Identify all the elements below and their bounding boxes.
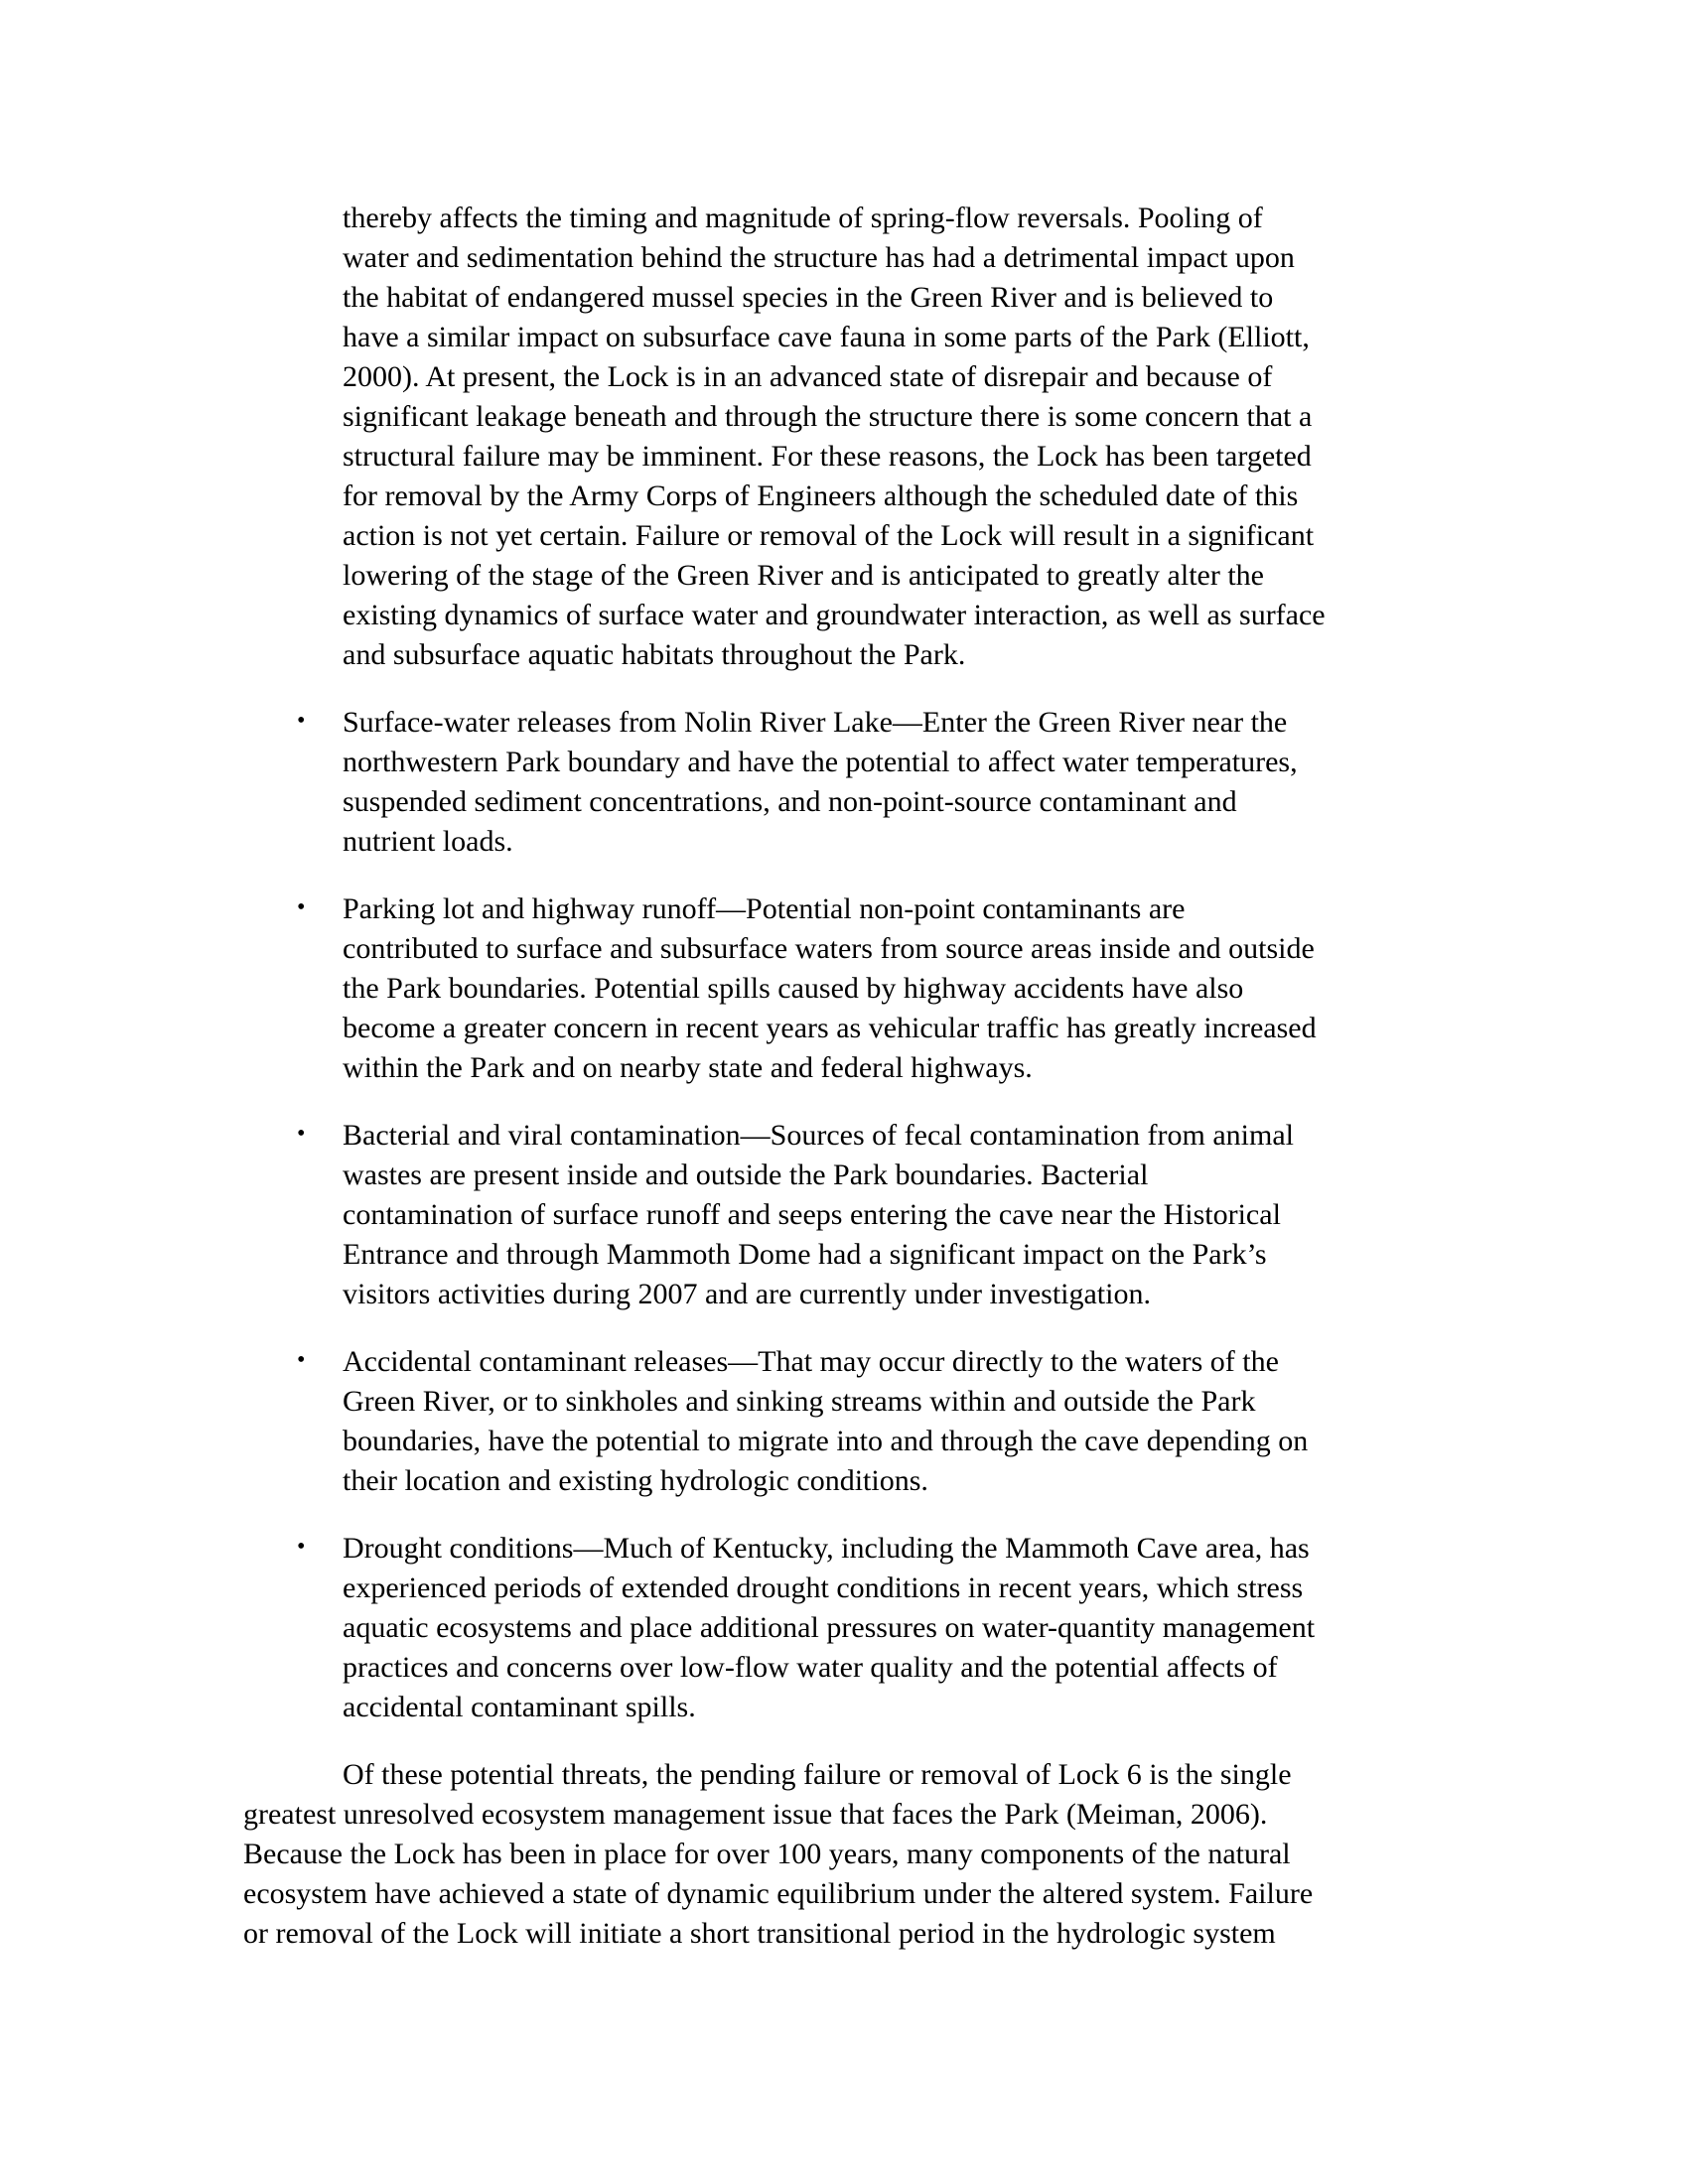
text-line: experienced periods of extended drought conditions in recent years, which stress: [343, 1571, 1304, 1604]
text-line: northwestern Park boundary and have the potential to affect water temperatures,: [343, 746, 1298, 778]
bullet-item: [297, 889, 1450, 1088]
text-line: structural failure may be imminent. For these reasons, the Lock has been targeted: [343, 440, 1312, 473]
text-line: 2000). At present, the Lock is in an advanced state of disrepair and because of: [343, 360, 1273, 393]
text-line: the Park boundaries. Potential spills caused by highway accidents have also: [343, 972, 1244, 1005]
text-line: the habitat of endangered mussel species in the Green River and is believed to: [343, 281, 1274, 314]
text-line: aquatic ecosystems and place additional pressures on water-quantity management: [343, 1611, 1316, 1644]
text-line: their location and existing hydrologic conditions.: [343, 1464, 928, 1497]
bullet-icon: •: [297, 1121, 306, 1147]
text-line: Entrance and through Mammoth Dome had a significant impact on the Park’s: [343, 1238, 1267, 1271]
text-line: have a similar impact on subsurface cave fauna in some parts of the Park (Elliott,: [343, 321, 1310, 353]
text-line: ecosystem have achieved a state of dynamic equilibrium under the altered system. Failure: [243, 1877, 1314, 1910]
text-line: for removal by the Army Corps of Engineers although the scheduled date of this: [343, 479, 1299, 512]
text-line: visitors activities during 2007 and are currently under investigation.: [343, 1278, 1151, 1310]
text-line: contributed to surface and subsurface waters from source areas inside and outside: [343, 932, 1315, 965]
text-line: accidental contaminant spills.: [343, 1691, 696, 1723]
bullet-item: [297, 1116, 1450, 1314]
text-line: Of these potential threats, the pending failure or removal of Lock 6 is the single: [343, 1758, 1292, 1791]
text-line: Drought conditions—Much of Kentucky, including the Mammoth Cave area, has: [343, 1532, 1310, 1565]
text-line: greatest unresolved ecosystem management issue that faces the Park (Meiman, 2006).: [243, 1798, 1268, 1831]
text-line: and subsurface aquatic habitats throughout the Park.: [343, 638, 966, 671]
text-line: Surface-water releases from Nolin River Lake—Enter the Green River near the: [343, 706, 1288, 739]
text-line: Accidental contaminant releases—That may occur directly to the waters of the: [343, 1345, 1279, 1378]
text-line: wastes are present inside and outside the Park boundaries. Bacterial: [343, 1159, 1149, 1191]
text-line: Bacterial and viral contamination—Sources of fecal contamination from animal: [343, 1119, 1294, 1152]
text-line: lowering of the stage of the Green River and is anticipated to greatly alter the: [343, 559, 1264, 592]
paragraph-closing: [243, 1755, 1450, 1954]
text-line: become a greater concern in recent years as vehicular traffic has greatly increased: [343, 1012, 1317, 1044]
text-line: suspended sediment concentrations, and non-point-source contaminant and: [343, 785, 1237, 818]
bullet-icon: •: [297, 894, 306, 920]
text-line: contamination of surface runoff and seeps entering the cave near the Historical: [343, 1198, 1281, 1231]
bullet-item: [297, 1342, 1450, 1501]
text-line: nutrient loads.: [343, 825, 513, 858]
text-line: Because the Lock has been in place for over 100 years, many components of the natural: [243, 1838, 1291, 1870]
text-line: boundaries, have the potential to migrate into and through the cave depending on: [343, 1425, 1309, 1457]
bullet-icon: •: [297, 1347, 306, 1373]
text-line: significant leakage beneath and through the structure there is some concern that a: [343, 400, 1313, 433]
text-line: existing dynamics of surface water and groundwater interaction, as well as surface: [343, 599, 1326, 631]
bullet-icon: •: [297, 1534, 306, 1560]
text-line: Parking lot and highway runoff—Potential non-point contaminants are: [343, 892, 1186, 925]
bullet-item: [297, 703, 1450, 862]
threat-bullet-list: [243, 703, 1450, 1727]
paragraph-lock-disrepair: [343, 199, 1450, 675]
text-line: or removal of the Lock will initiate a short transitional period in the hydrologic system: [243, 1917, 1276, 1950]
text-line: Green River, or to sinkholes and sinking streams within and outside the Park: [343, 1385, 1256, 1418]
text-line: practices and concerns over low-flow water quality and the potential affects of: [343, 1651, 1278, 1684]
bullet-item: [297, 1529, 1450, 1727]
text-line: thereby affects the timing and magnitude of spring-flow reversals. Pooling of: [343, 202, 1263, 234]
text-line: water and sedimentation behind the structure has had a detrimental impact upon: [343, 241, 1295, 274]
text-line: within the Park and on nearby state and federal highways.: [343, 1051, 1033, 1084]
text-line: action is not yet certain. Failure or removal of the Lock will result in a significant: [343, 519, 1315, 552]
bullet-icon: •: [297, 708, 306, 734]
